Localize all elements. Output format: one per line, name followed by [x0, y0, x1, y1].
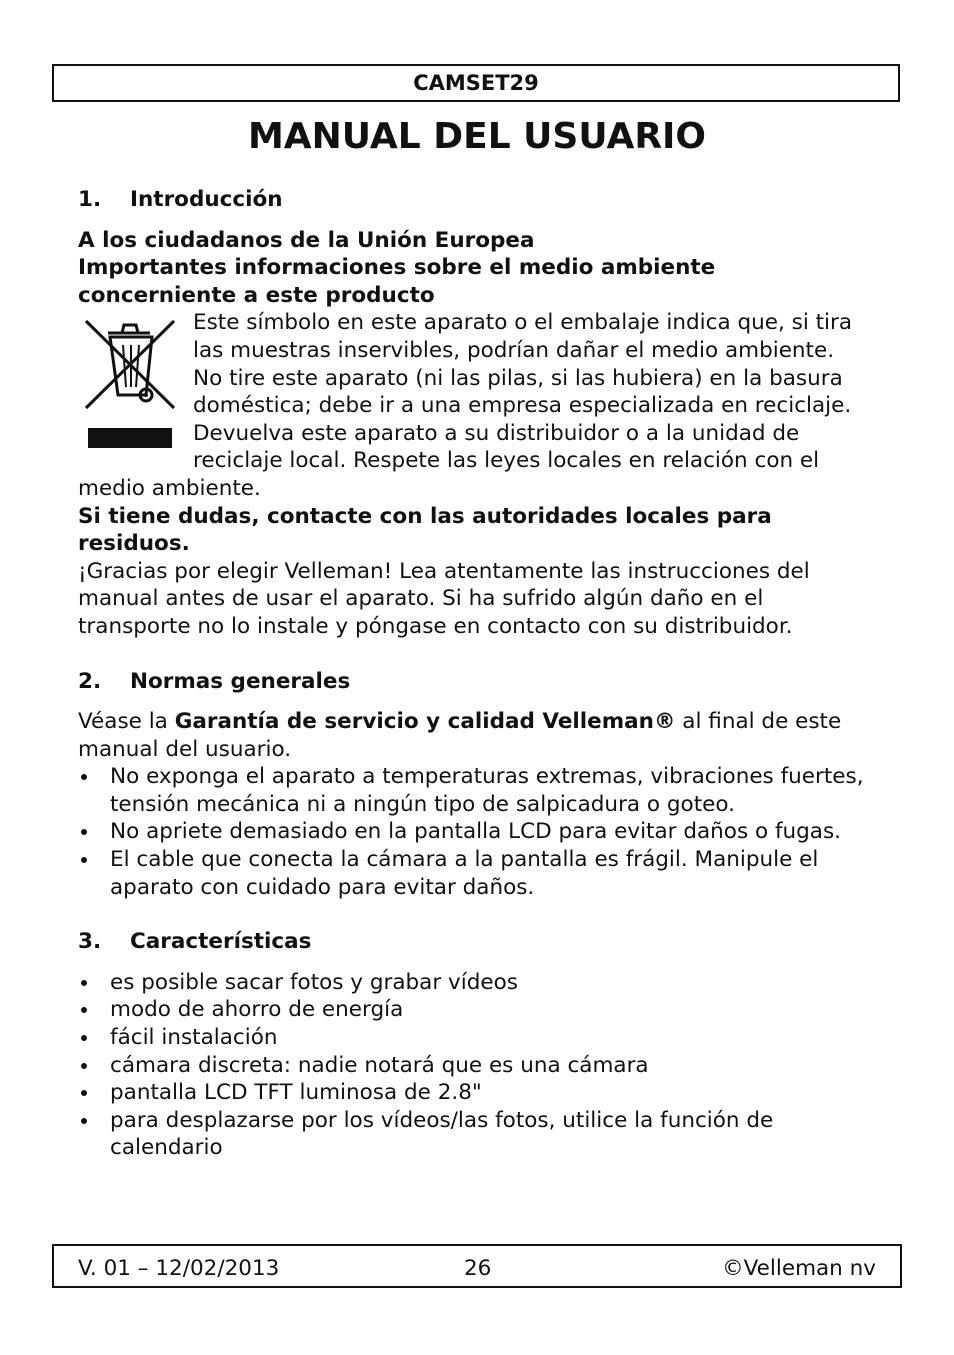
bullet-icon — [81, 980, 87, 986]
bullet-icon — [81, 774, 87, 780]
section-title: Introducción — [130, 187, 283, 212]
section-3-heading — [78, 928, 873, 956]
footer-page-number: 26 — [464, 1256, 492, 1281]
disposal-paragraph: No tire este aparato (ni las pilas, si las hubiera) en la basura doméstica; debe ir a una empresa especializada en reciclaje. Devuelva este aparato a su distribuidor o a la unidad de reciclaje local. Respete las leyes locales en relación con el medio ambiente. — [78, 365, 852, 501]
list-item: No exponga el aparato a temperaturas extremas, vibraciones fuertes, tensión mecánica ni a ningún tipo de salpicadura o goteo. — [78, 763, 873, 818]
weee-bin-icon — [78, 313, 183, 458]
footer-copyright: ©Velleman nv — [722, 1256, 876, 1281]
bullet-icon — [81, 857, 87, 863]
list-item: pantalla LCD TFT luminosa de 2.8" — [78, 1079, 873, 1107]
model-name: CAMSET29 — [413, 71, 539, 95]
section-2-heading — [78, 668, 873, 696]
authorities-note: Si tiene dudas, contacte con las autoridades locales para residuos. — [78, 503, 772, 557]
bullet-icon — [81, 1007, 87, 1013]
bullet-icon — [81, 1090, 87, 1096]
list-item: cámara discreta: nadie notará que es una cámara — [78, 1052, 873, 1080]
environment-heading: Importantes informaciones sobre el medio ambiente concerniente a este producto — [78, 255, 716, 308]
list-item: modo de ahorro de energía — [78, 996, 873, 1024]
thanks-paragraph: ¡Gracias por elegir Velleman! Lea atentamente las instrucciones del manual antes de usar el aparato. Si ha sufrido algún daño en el transporte no lo instale y póngase en contacto con su distribuidor. — [78, 558, 810, 639]
bullet-icon — [81, 829, 87, 835]
page-title: MANUAL DEL USUARIO — [247, 116, 707, 157]
footer-box — [52, 1244, 902, 1288]
warranty-intro-suffix: al final de este manual del usuario. — [78, 709, 842, 762]
list-item: para desplazarse por los vídeos/las fotos, utilice la función de calendario — [78, 1107, 873, 1162]
section-number: 2. — [78, 668, 102, 694]
bullet-icon — [81, 1063, 87, 1069]
list-item: No apriete demasiado en la pantalla LCD para evitar daños o fugas. — [78, 818, 873, 846]
header-box — [52, 64, 900, 102]
section-title: Características — [130, 929, 312, 955]
list-item: es posible sacar fotos y grabar vídeos — [78, 969, 873, 997]
section-1-heading — [78, 186, 873, 214]
bullet-icon — [81, 1118, 87, 1124]
eu-citizens-heading: A los ciudadanos de la Unión Europea — [78, 227, 535, 253]
document-content — [78, 186, 873, 1162]
features-list — [78, 969, 873, 1162]
bullet-icon — [81, 1035, 87, 1041]
section-number: 3. — [78, 929, 102, 955]
symbol-paragraph: Este símbolo en este aparato o el embalaje indica que, si tira las muestras inservibles, podrían dañar el medio ambiente. — [193, 310, 853, 363]
general-norms-list — [78, 763, 873, 901]
section-number: 1. — [78, 187, 102, 212]
list-item: fácil instalación — [78, 1024, 873, 1052]
list-item: El cable que conecta la cámara a la pantalla es frágil. Manipule el aparato con cuidado para evitar daños. — [78, 846, 873, 901]
warranty-intro-prefix: Véase la — [78, 709, 175, 735]
footer-version: V. 01 – 12/02/2013 — [78, 1256, 280, 1281]
section-title: Normas generales — [130, 668, 351, 694]
warranty-intro-bold: Garantía de servicio y calidad Velleman® — [174, 709, 676, 735]
warranty-intro — [78, 708, 873, 763]
